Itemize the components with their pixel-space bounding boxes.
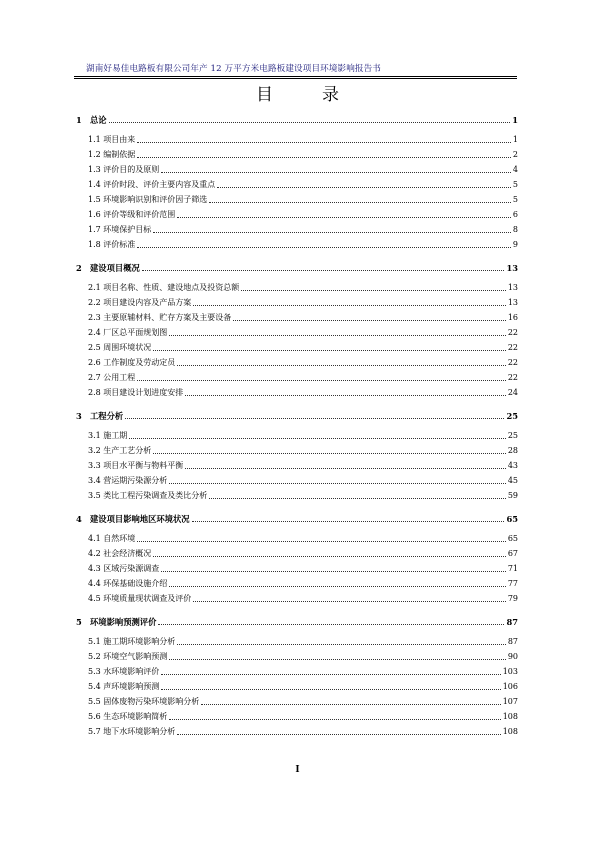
toc-entry-label: 1.6 评价等级和评价范围 [88,210,176,219]
dot-leader [169,719,500,720]
toc-page-number: 4 [512,165,518,174]
toc-chapter-title: 建设项目影响地区环境状况 [90,514,190,524]
toc-section-entry[interactable] [76,707,518,722]
dot-leader [185,468,506,469]
toc-section-entry[interactable] [76,589,518,604]
toc-page-number: 87 [506,617,518,627]
toc-entry-label: 5.3 水环境影响评价 [88,667,160,676]
toc-entry-label [76,617,156,627]
dot-leader [169,335,506,336]
toc-entry-label: 4.1 自然环境 [88,534,136,543]
toc-section-entry[interactable] [76,559,518,574]
toc-page-number: 108 [502,727,518,736]
toc-page-number: 43 [507,461,518,470]
toc-chapter-number: 1 [76,115,82,125]
toc-section-entry[interactable] [76,145,518,160]
toc-page-number: 13 [507,298,518,307]
toc-page-number: 22 [507,358,518,367]
dot-leader [193,601,506,602]
dot-leader [217,187,511,188]
dot-leader [153,232,511,233]
toc-entry-label: 3.4 营运期污染源分析 [88,476,168,485]
dot-leader [137,247,511,248]
dot-leader [185,395,506,396]
toc-section-entry[interactable] [76,677,518,692]
toc-section-entry[interactable] [76,426,518,441]
toc-entry-label: 2.2 项目建设内容及产品方案 [88,298,192,307]
toc-entry-label: 2.7 公用工程 [88,373,136,382]
toc-page-number: 65 [506,514,518,524]
toc-entry-label: 5.1 施工期环境影响分析 [88,637,176,646]
toc-page-number: 1 [512,135,518,144]
toc-chapter-title: 环境影响预测评价 [90,617,157,627]
toc-section-entry[interactable] [76,130,518,145]
toc-page-number: 5 [512,180,518,189]
header-title: 湖南好易佳电路板有限公司年产 12 万平方米电路板建设项目环境影响报告书 [86,64,381,74]
toc-chapter-number: 5 [76,617,82,627]
toc-entry-label [76,411,123,421]
toc-section-entry[interactable] [76,293,518,308]
toc-page-number: 108 [502,712,518,721]
toc-section-entry[interactable] [76,353,518,368]
toc-page-number: 22 [507,373,518,382]
dot-leader [161,689,500,690]
toc-section-entry[interactable] [76,441,518,456]
dot-leader [169,483,506,484]
dot-leader [169,586,506,587]
dot-leader [137,541,506,542]
dot-leader [209,202,511,203]
toc-section-entry[interactable] [76,323,518,338]
toc-page-number: 2 [512,150,518,159]
dot-leader [129,438,506,439]
toc-entry-label: 3.1 施工期 [88,431,128,440]
toc-entry-label: 1.2 编制依据 [88,150,136,159]
toc-entry-label: 3.2 生产工艺分析 [88,446,152,455]
dot-leader [192,521,505,522]
toc-page-number: 9 [512,240,518,249]
toc-entry-label: 2.8 项目建设计划进度安排 [88,388,184,397]
toc-chapter-number: 3 [76,411,82,421]
toc-section-entry[interactable] [76,190,518,205]
toc-section-entry[interactable] [76,175,518,190]
dot-leader [142,270,505,271]
dot-leader [161,674,500,675]
toc-page-number: 25 [506,411,518,421]
toc-entry-label: 2.3 主要原辅材料、贮存方案及主要设备 [88,313,232,322]
toc-page-number: 6 [512,210,518,219]
table-of-contents [76,110,518,737]
dot-leader [153,556,506,557]
dot-leader [177,217,511,218]
toc-page-number: 16 [507,313,518,322]
toc-entry-label: 5.2 环境空气影响预测 [88,652,168,661]
toc-section-entry[interactable] [76,471,518,486]
toc-section-entry[interactable] [76,722,518,737]
toc-entry-label: 5.7 地下水环境影响分析 [88,727,176,736]
toc-chapter-entry[interactable] [76,110,518,125]
toc-section-entry[interactable] [76,662,518,677]
toc-chapter-title: 建设项目概况 [90,263,140,273]
toc-entry-label [76,115,107,125]
toc-entry-label: 1.7 环境保护目标 [88,225,152,234]
dot-leader [201,704,500,705]
toc-entry-label: 5.4 声环境影响预测 [88,682,160,691]
toc-page-number: 45 [507,476,518,485]
dot-leader [193,305,506,306]
dot-leader [177,734,500,735]
toc-page-number: 77 [507,579,518,588]
toc-chapter-entry[interactable] [76,612,518,627]
toc-section-entry[interactable] [76,368,518,383]
toc-section-entry[interactable] [76,235,518,250]
dot-leader [241,290,506,291]
toc-page-number: 22 [507,328,518,337]
toc-entry-label: 4.5 环境质量现状调查及评价 [88,594,192,603]
toc-entry-label: 1.4 评价时段、评价主要内容及重点 [88,180,216,189]
dot-leader [137,142,511,143]
toc-section-entry[interactable] [76,205,518,220]
dot-leader [158,624,504,625]
toc-entry-label: 1.8 评价标准 [88,240,136,249]
toc-section-entry[interactable] [76,338,518,353]
toc-section-entry[interactable] [76,692,518,707]
toc-chapter-entry[interactable] [76,509,518,524]
toc-entry-label: 4.2 社会经济概况 [88,549,152,558]
toc-entry-label: 4.4 环保基础设施介绍 [88,579,168,588]
toc-page-number: 87 [507,637,518,646]
toc-page-number: 5 [512,195,518,204]
toc-chapter-entry[interactable] [76,258,518,273]
page-number: I [295,765,300,775]
toc-entry-label: 1.3 评价目的及原则 [88,165,160,174]
toc-page-number: 79 [507,594,518,603]
toc-section-entry[interactable] [76,529,518,544]
toc-entry-label [76,263,140,273]
toc-chapter-number: 2 [76,263,82,273]
toc-section-entry[interactable] [76,544,518,559]
toc-page-number: 8 [512,225,518,234]
page-title: 目 录 [256,85,355,105]
toc-entry-label [76,514,190,524]
header-divider [74,76,517,79]
toc-section-entry[interactable] [76,456,518,471]
toc-page-number: 59 [507,491,518,500]
toc-entry-label: 4.3 区域污染源调查 [88,564,160,573]
toc-page-number: 13 [507,283,518,292]
toc-page-number: 107 [502,697,518,706]
dot-leader [177,365,506,366]
dot-leader [161,172,511,173]
toc-section-entry[interactable] [76,278,518,293]
dot-leader [109,122,511,123]
toc-chapter-number: 4 [76,514,82,524]
toc-section-entry[interactable] [76,160,518,175]
dot-leader [153,453,506,454]
toc-entry-label: 1.1 项目由来 [88,135,136,144]
toc-page-number: 25 [507,431,518,440]
toc-entry-label: 2.1 项目名称、性质、建设地点及投资总额 [88,283,240,292]
toc-page-number: 22 [507,343,518,352]
dot-leader [233,320,506,321]
toc-page-number: 71 [507,564,518,573]
dot-leader [169,659,506,660]
toc-page-number: 65 [507,534,518,543]
dot-leader [209,498,506,499]
toc-entry-label: 5.5 固体废物污染环境影响分析 [88,697,200,706]
dot-leader [125,418,504,419]
toc-chapter-title: 总论 [90,115,107,125]
toc-entry-label: 3.3 项目水平衡与物料平衡 [88,461,184,470]
toc-section-entry[interactable] [76,383,518,398]
toc-section-entry[interactable] [76,308,518,323]
toc-entry-label: 2.5 周围环境状况 [88,343,152,352]
dot-leader [153,350,506,351]
toc-entry-label: 5.6 生态环境影响简析 [88,712,168,721]
toc-chapter-title: 工程分析 [90,411,124,421]
toc-page-number: 1 [512,115,518,125]
toc-entry-label: 3.5 类比工程污染调查及类比分析 [88,491,208,500]
toc-page-number: 28 [507,446,518,455]
toc-section-entry[interactable] [76,220,518,235]
toc-section-entry[interactable] [76,632,518,647]
toc-page-number: 67 [507,549,518,558]
dot-leader [137,157,511,158]
toc-section-entry[interactable] [76,574,518,589]
dot-leader [177,644,506,645]
toc-page-number: 24 [507,388,518,397]
dot-leader [161,571,506,572]
toc-chapter-entry[interactable] [76,406,518,421]
toc-page-number: 90 [507,652,518,661]
toc-entry-label: 2.6 工作制度及劳动定员 [88,358,176,367]
dot-leader [137,380,506,381]
toc-entry-label: 2.4 厂区总平面规划图 [88,328,168,337]
toc-page-number: 13 [506,263,518,273]
toc-section-entry[interactable] [76,486,518,501]
toc-page-number: 106 [502,682,518,691]
toc-page-number: 103 [502,667,518,676]
toc-section-entry[interactable] [76,647,518,662]
toc-entry-label: 1.5 环境影响识别和评价因子筛选 [88,195,208,204]
